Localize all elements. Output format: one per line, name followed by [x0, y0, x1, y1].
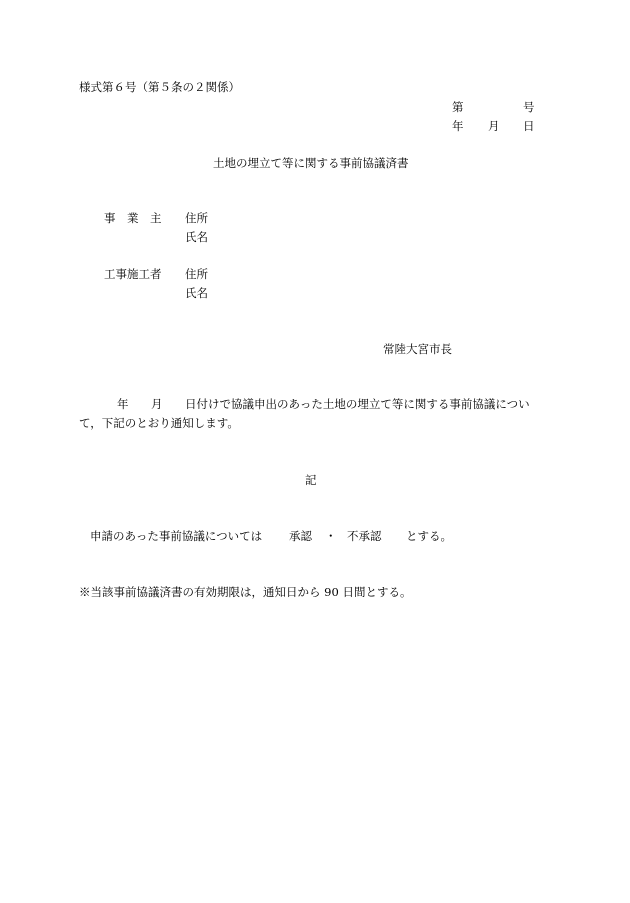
- result-separator: ・: [325, 529, 337, 543]
- date-day: 日: [523, 119, 535, 133]
- business-owner-name-label: 氏名: [185, 230, 208, 244]
- date-month: 月: [488, 119, 500, 133]
- date-year: 年: [452, 119, 464, 133]
- body-year: 年: [117, 397, 129, 411]
- business-owner-label: 事 業 主: [104, 211, 162, 225]
- body-text-line2: て，下記のとおり通知します。: [79, 416, 239, 430]
- contractor-label: 工事施工者: [104, 267, 162, 281]
- contractor-address-label: 住所: [185, 267, 208, 281]
- result-suffix: とする。: [406, 529, 452, 543]
- ki-heading: 記: [305, 473, 317, 487]
- doc-number-suffix: 号: [523, 100, 535, 114]
- validity-note: ※当該事前協議済書の有効期限は，通知日から 90 日間とする。: [79, 585, 412, 599]
- body-month: 月: [151, 397, 163, 411]
- body-text-line1: 日付けで協議申出のあった土地の埋立て等に関する事前協議につい: [185, 397, 530, 411]
- result-prefix: 申請のあった事前協議については: [90, 529, 263, 543]
- result-option-approve: 承認: [289, 529, 312, 543]
- contractor-name-label: 氏名: [185, 286, 208, 300]
- result-option-reject: 不承認: [347, 529, 382, 543]
- doc-number-prefix: 第: [452, 100, 464, 114]
- business-owner-address-label: 住所: [185, 211, 208, 225]
- document-title: 土地の埋立て等に関する事前協議済書: [213, 156, 409, 170]
- form-number: 様式第６号（第５条の２関係）: [79, 80, 240, 94]
- issuer-name: 常陸大宮市長: [383, 342, 452, 356]
